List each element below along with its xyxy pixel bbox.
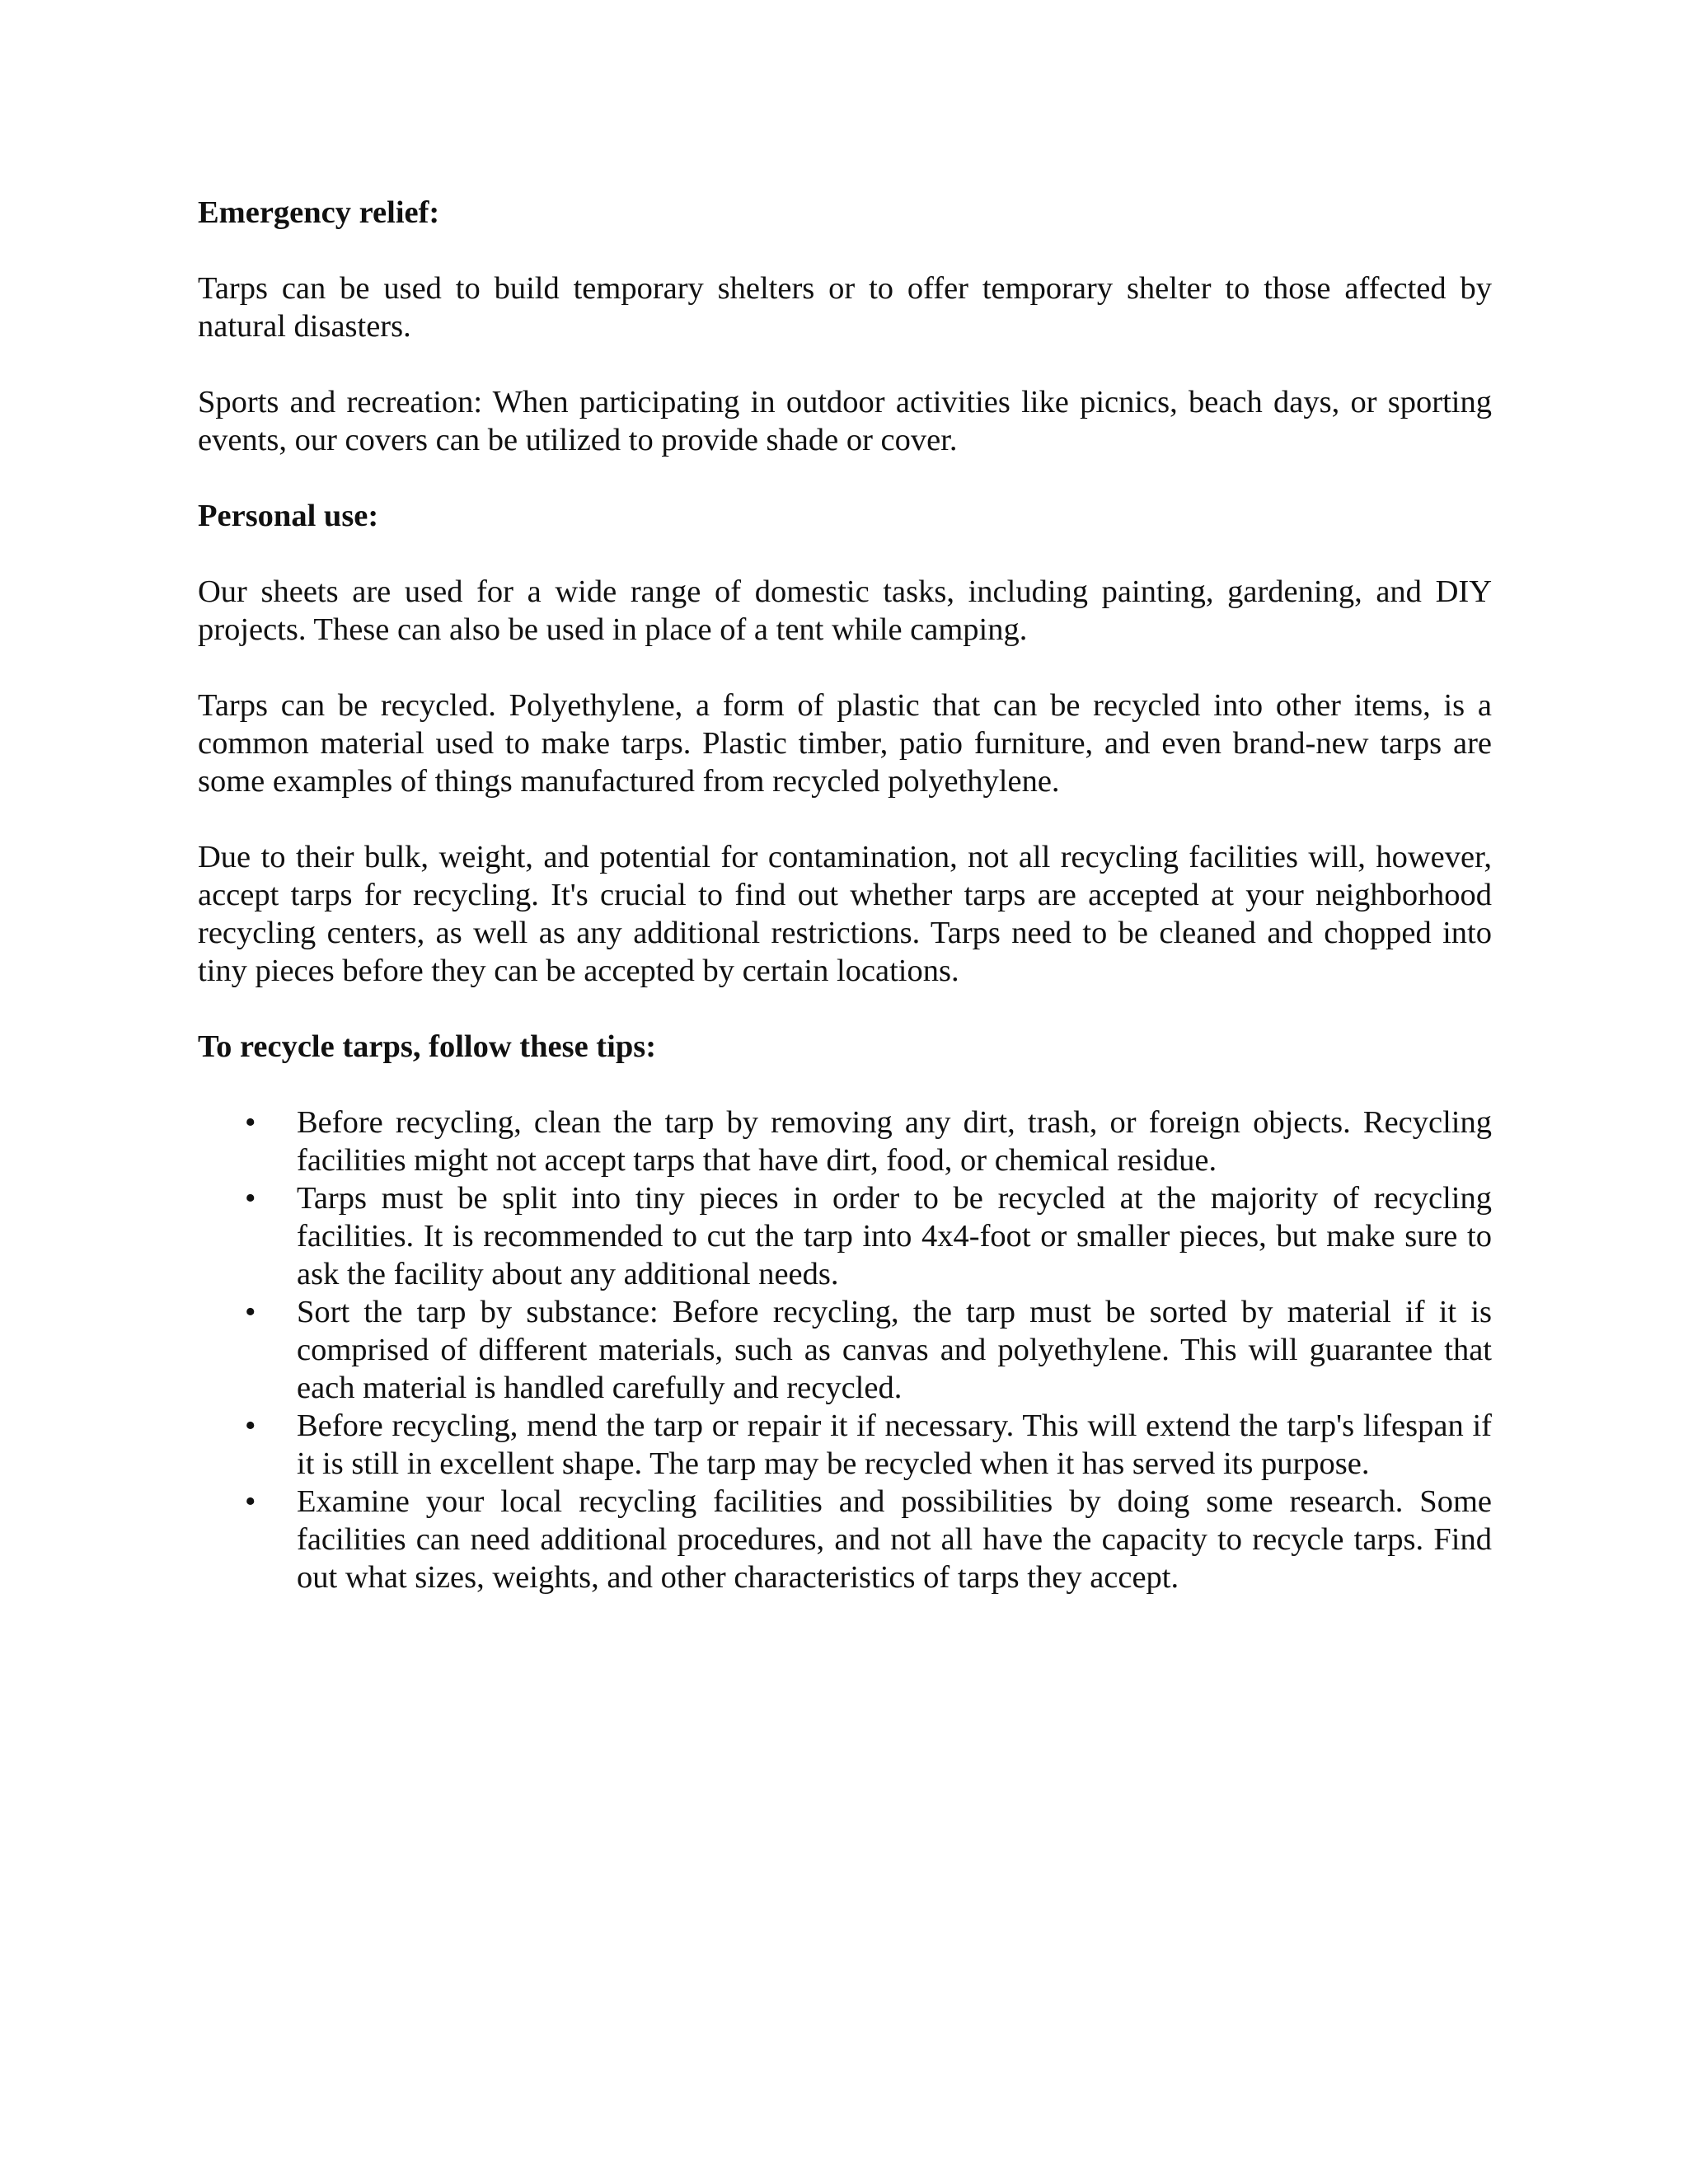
list-item xyxy=(198,1483,1492,1596)
emergency-relief-paragraph: Tarps can be used to build temporary shelters or to offer temporary shelter to those affected by natural disasters. xyxy=(198,271,1492,344)
bullet-icon: • xyxy=(245,1105,256,1140)
document-page xyxy=(198,194,1492,1596)
list-item-text: Examine your local recycling facilities and possibilities by doing some research. Some facilities can need additional procedures, and not all have the capacity to recycle tarps. Find out what sizes, weights, and other characteristics of tarps they accept. xyxy=(297,1484,1492,1595)
spacer xyxy=(198,649,1492,687)
list-item xyxy=(198,1407,1492,1483)
spacer xyxy=(198,800,1492,838)
list-item-text: Sort the tarp by substance: Before recycling, the tarp must be sorted by material if it is comprised of different materials, such as canvas and polyethylene. This will guarantee that each material is handled carefully and recycled. xyxy=(297,1295,1492,1405)
bullet-icon: • xyxy=(245,1295,256,1329)
personal-use-heading: Personal use: xyxy=(198,499,379,533)
bullet-icon: • xyxy=(245,1181,256,1216)
spacer xyxy=(198,535,1492,573)
personal-use-paragraph: Our sheets are used for a wide range of domestic tasks, including painting, gardening, and DIY projects. These can also be used in place of a tent while camping. xyxy=(198,574,1492,647)
spacer xyxy=(198,232,1492,269)
list-item xyxy=(198,1293,1492,1407)
sports-recreation-paragraph: Sports and recreation: When participating in outdoor activities like picnics, beach days, or sporting events, our covers can be utilized to provide shade or cover. xyxy=(198,385,1492,457)
spacer xyxy=(198,459,1492,497)
spacer xyxy=(198,1066,1492,1104)
list-item-text: Before recycling, clean the tarp by removing any dirt, trash, or foreign objects. Recycling facilities might not accept tarps that have dirt, food, or chemical residue. xyxy=(297,1105,1492,1178)
recycling-paragraph: Tarps can be recycled. Polyethylene, a form of plastic that can be recycled into other items, is a common material used to make tarps. Plastic timber, patio furniture, and even brand-new tarps are some examples of things manufactured from recycled polyethylene. xyxy=(198,688,1492,799)
bullet-icon: • xyxy=(245,1408,256,1443)
spacer xyxy=(198,345,1492,383)
emergency-relief-heading: Emergency relief: xyxy=(198,195,440,230)
recycle-tips-heading: To recycle tarps, follow these tips: xyxy=(198,1029,657,1064)
list-item-text: Tarps must be split into tiny pieces in order to be recycled at the majority of recycling facilities. It is recommended to cut the tarp into 4x4-foot or smaller pieces, but make sure to ask the facility about any additional needs. xyxy=(297,1181,1492,1291)
spacer xyxy=(198,990,1492,1028)
bullet-icon: • xyxy=(245,1484,256,1519)
facilities-paragraph: Due to their bulk, weight, and potential for contamination, not all recycling facilities will, however, accept tarps for recycling. It's crucial to find out whether tarps are accepted at your neighborhood recycling centers, as well as any additional restrictions. Tarps need to be cleaned and chopped into tiny pieces before they can be accepted by certain locations. xyxy=(198,840,1492,988)
list-item-text: Before recycling, mend the tarp or repair it if necessary. This will extend the tarp's lifespan if it is still in excellent shape. The tarp may be recycled when it has served its purpose. xyxy=(297,1408,1492,1481)
recycle-tips-list xyxy=(198,1104,1492,1596)
list-item xyxy=(198,1104,1492,1179)
list-item xyxy=(198,1179,1492,1293)
